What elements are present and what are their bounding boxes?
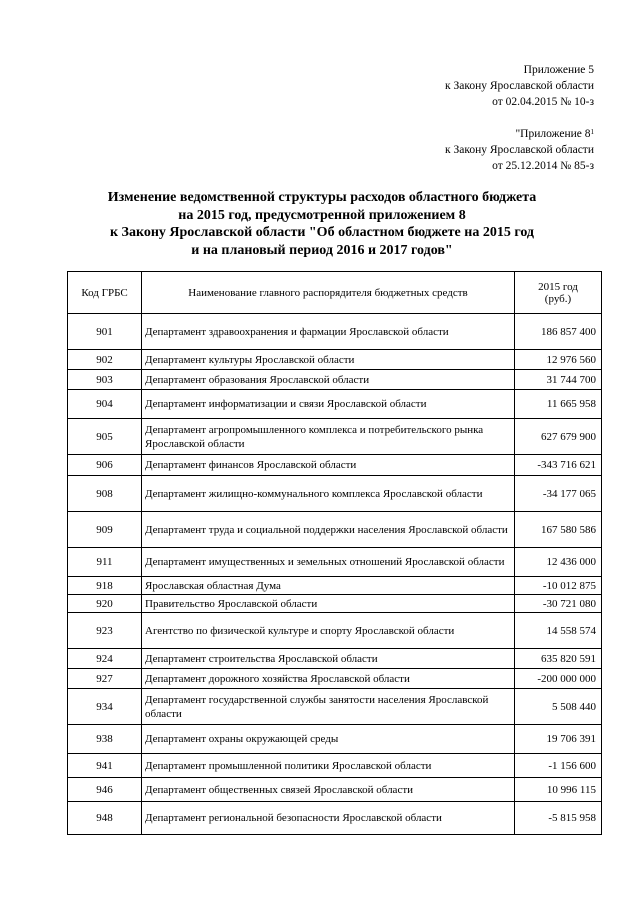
amount-cell: 167 580 586 bbox=[515, 512, 602, 548]
grbs-code-cell: 946 bbox=[68, 778, 142, 802]
grbs-code-cell: 911 bbox=[68, 548, 142, 577]
table-row bbox=[68, 725, 602, 754]
table-row bbox=[68, 390, 602, 419]
amount-cell: -34 177 065 bbox=[515, 476, 602, 512]
table-row bbox=[68, 802, 602, 835]
department-name-cell: Агентство по физической культуре и спорту Ярославской области bbox=[142, 613, 515, 649]
amount-cell: 10 996 115 bbox=[515, 778, 602, 802]
document-title bbox=[40, 189, 604, 259]
department-name-cell: Департамент жилищно-коммунального комплекса Ярославской области bbox=[142, 476, 515, 512]
table-row bbox=[68, 476, 602, 512]
department-name-cell: Ярославская областная Дума bbox=[142, 577, 515, 595]
department-name-cell: Департамент финансов Ярославской области bbox=[142, 455, 515, 476]
grbs-code-cell: 934 bbox=[68, 689, 142, 725]
table-row bbox=[68, 649, 602, 669]
amount-cell: 5 508 440 bbox=[515, 689, 602, 725]
amount-cell: 12 436 000 bbox=[515, 548, 602, 577]
title-line-2: на 2015 год, предусмотренной приложением 8 bbox=[178, 207, 466, 223]
appendix-5-title: Приложение 5 bbox=[523, 64, 594, 76]
table-row bbox=[68, 778, 602, 802]
amount-cell: -10 012 875 bbox=[515, 577, 602, 595]
department-name-cell: Департамент дорожного хозяйства Ярославской области bbox=[142, 669, 515, 689]
column-header-code: Код ГРБС bbox=[68, 272, 142, 314]
title-line-1: Изменение ведомственной структуры расходов областного бюджета bbox=[107, 190, 537, 205]
table-row bbox=[68, 669, 602, 689]
grbs-code-cell: 902 bbox=[68, 350, 142, 370]
department-name-cell: Департамент общественных связей Ярославской области bbox=[142, 778, 515, 802]
grbs-code-cell: 938 bbox=[68, 725, 142, 754]
grbs-code-cell: 909 bbox=[68, 512, 142, 548]
table-row bbox=[68, 370, 602, 390]
appendix-5-date: от 02.04.2015 № 10-з bbox=[492, 96, 594, 108]
department-name-cell: Департамент агропромышленного комплекса и потребительского рынка Ярославской области bbox=[142, 419, 515, 455]
amount-cell: 31 744 700 bbox=[515, 370, 602, 390]
grbs-code-cell: 948 bbox=[68, 802, 142, 835]
table-header-row bbox=[68, 272, 602, 314]
grbs-code-cell: 904 bbox=[68, 390, 142, 419]
appendix-8-title bbox=[445, 126, 594, 142]
amount-cell: 627 679 900 bbox=[515, 419, 602, 455]
grbs-code-cell: 941 bbox=[68, 754, 142, 778]
amount-cell: 14 558 574 bbox=[515, 613, 602, 649]
appendix-8-title-text: "Приложение 8 bbox=[515, 128, 591, 140]
table-row bbox=[68, 512, 602, 548]
amount-cell: 12 976 560 bbox=[515, 350, 602, 370]
table-row bbox=[68, 350, 602, 370]
grbs-code-cell: 918 bbox=[68, 577, 142, 595]
column-header-name: Наименование главного распорядителя бюджетных средств bbox=[142, 272, 515, 314]
appendix-5-law: к Закону Ярославской области bbox=[445, 80, 594, 92]
grbs-code-cell: 908 bbox=[68, 476, 142, 512]
department-name-cell: Департамент промышленной политики Ярославской области bbox=[142, 754, 515, 778]
appendix-8-header bbox=[445, 126, 594, 174]
amount-header-unit: (руб.) bbox=[544, 292, 572, 305]
department-name-cell: Департамент строительства Ярославской области bbox=[142, 649, 515, 669]
department-name-cell: Департамент охраны окружающей среды bbox=[142, 725, 515, 754]
table-row bbox=[68, 419, 602, 455]
table-row bbox=[68, 689, 602, 725]
department-name-cell: Департамент культуры Ярославской области bbox=[142, 350, 515, 370]
column-header-amount bbox=[515, 272, 602, 314]
grbs-code-cell: 920 bbox=[68, 595, 142, 613]
appendix-8-superscript: 1 bbox=[590, 128, 594, 136]
budget-table bbox=[67, 271, 602, 835]
table-row bbox=[68, 455, 602, 476]
amount-cell: 19 706 391 bbox=[515, 725, 602, 754]
amount-cell: -1 156 600 bbox=[515, 754, 602, 778]
grbs-code-cell: 905 bbox=[68, 419, 142, 455]
table-row bbox=[68, 613, 602, 649]
amount-cell: -5 815 958 bbox=[515, 802, 602, 835]
grbs-code-cell: 906 bbox=[68, 455, 142, 476]
grbs-code-cell: 903 bbox=[68, 370, 142, 390]
grbs-code-cell: 923 bbox=[68, 613, 142, 649]
title-line-4: и на плановый период 2016 и 2017 годов" bbox=[191, 242, 453, 258]
amount-cell: 635 820 591 bbox=[515, 649, 602, 669]
department-name-cell: Департамент государственной службы занятости населения Ярославской области bbox=[142, 689, 515, 725]
amount-cell: -30 721 080 bbox=[515, 595, 602, 613]
table-row bbox=[68, 577, 602, 595]
table-row bbox=[68, 314, 602, 350]
grbs-code-cell: 901 bbox=[68, 314, 142, 350]
table-row bbox=[68, 548, 602, 577]
table-row bbox=[68, 595, 602, 613]
department-name-cell: Департамент здравоохранения и фармации Ярославской области bbox=[142, 314, 515, 350]
appendix-5-header bbox=[445, 62, 594, 110]
amount-cell: 186 857 400 bbox=[515, 314, 602, 350]
department-name-cell: Департамент образования Ярославской области bbox=[142, 370, 515, 390]
appendix-8-law: к Закону Ярославской области bbox=[445, 144, 594, 156]
department-name-cell: Департамент информатизации и связи Ярославской области bbox=[142, 390, 515, 419]
amount-cell: 11 665 958 bbox=[515, 390, 602, 419]
department-name-cell: Правительство Ярославской области bbox=[142, 595, 515, 613]
title-line-3: к Закону Ярославской области "Об областном бюджете на 2015 год bbox=[109, 225, 535, 241]
amount-header-year: 2015 год bbox=[538, 280, 578, 293]
amount-cell: -343 716 621 bbox=[515, 455, 602, 476]
appendix-8-date: от 25.12.2014 № 85-з bbox=[492, 160, 594, 172]
table-row bbox=[68, 754, 602, 778]
grbs-code-cell: 924 bbox=[68, 649, 142, 669]
department-name-cell: Департамент региональной безопасности Ярославской области bbox=[142, 802, 515, 835]
amount-cell: -200 000 000 bbox=[515, 669, 602, 689]
department-name-cell: Департамент труда и социальной поддержки населения Ярославской области bbox=[142, 512, 515, 548]
grbs-code-cell: 927 bbox=[68, 669, 142, 689]
department-name-cell: Департамент имущественных и земельных отношений Ярославской области bbox=[142, 548, 515, 577]
